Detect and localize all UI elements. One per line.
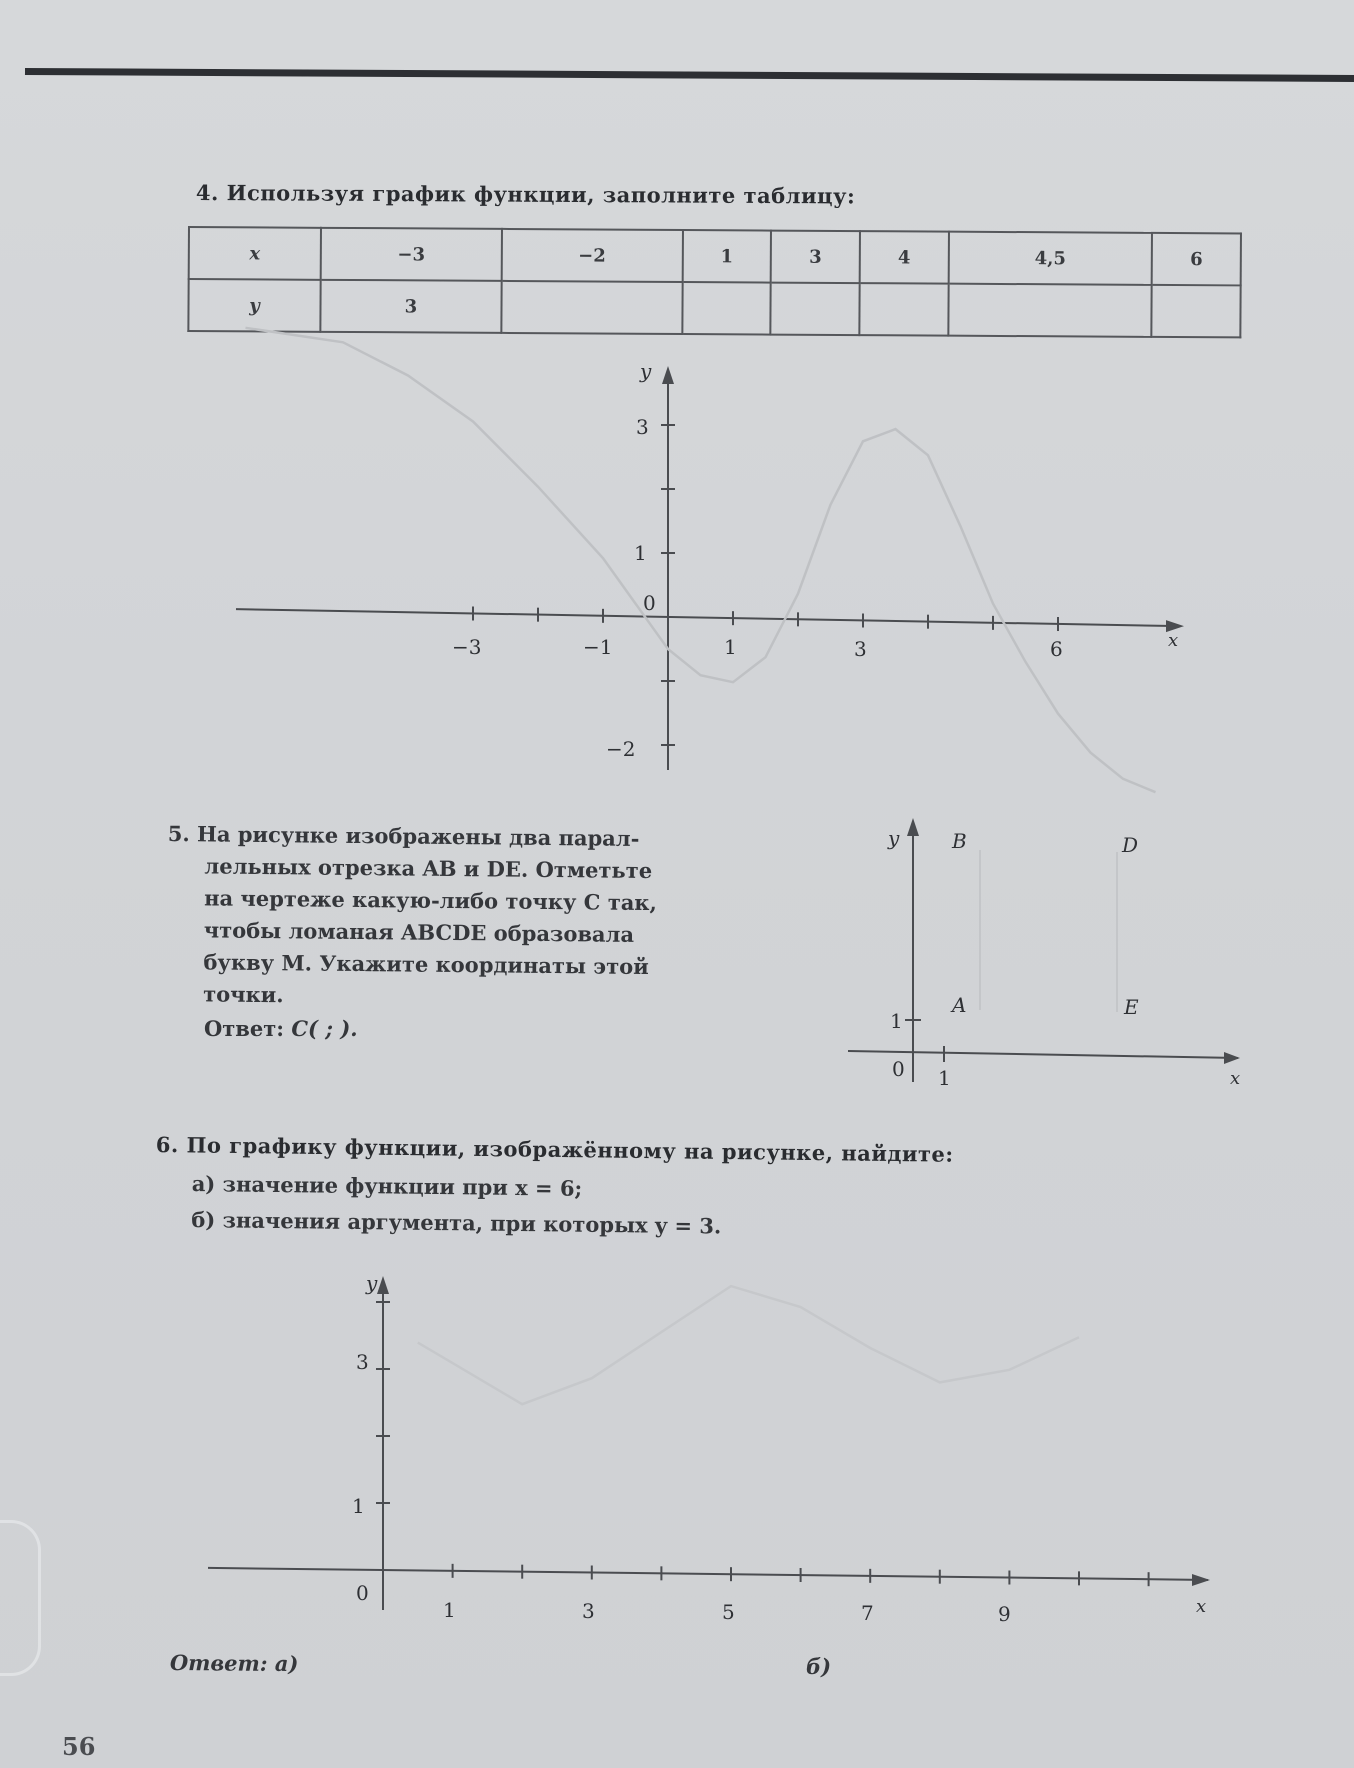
chart2-x-tick-label: 1 (938, 1066, 951, 1090)
page-number: 56 (62, 1732, 96, 1761)
chart2-x-axis-label: x (1230, 1068, 1241, 1089)
task6-answer (170, 1650, 299, 1676)
table-cell-x: 4 (860, 231, 949, 284)
chart3-x-axis-label: x (1196, 1596, 1207, 1617)
point-label-d: D (1122, 833, 1139, 857)
table-cell-x: −3 (321, 228, 502, 281)
task5-text-line: точки. (203, 981, 284, 1008)
chart3-y-arrow (377, 1276, 389, 1294)
task5-answer-field[interactable]: C( ; ). (291, 1016, 358, 1041)
chart3-x-tick-label: 3 (582, 1599, 595, 1623)
chart1-y-axis-label: y (640, 359, 652, 383)
chart1-x-tick-label: 6 (1050, 637, 1063, 661)
chart1-x-tick-label: 3 (854, 637, 867, 661)
chart1-origin-label: 0 (643, 591, 656, 615)
task4-heading: 4. Используя график функции, заполните таблицу: (195, 180, 856, 209)
chart3-y-tick-label: 3 (356, 1350, 369, 1374)
chart2-origin-label: 0 (892, 1057, 905, 1081)
table-header-y: y (188, 279, 320, 332)
task6-answer-b (806, 1654, 831, 1679)
task6-heading: 6. По графику функции, изображённому на рисунке, найдите: (155, 1132, 954, 1167)
task5-text-line: букву M. Укажите координаты этой (203, 949, 649, 980)
task6-answer-label: Ответ: а) (169, 1650, 299, 1677)
chart1-y-tick-label: −2 (606, 737, 636, 761)
chart3-ticks (376, 1302, 1149, 1586)
table-cell-x: 3 (771, 231, 860, 284)
task5-text-line: на чертеже какую-либо точку C так, (204, 885, 658, 916)
task5-text-line: чтобы ломаная ABCDE образовала (203, 917, 635, 947)
chart3-x-arrow (1192, 1574, 1210, 1586)
chart2-y-axis-label: y (888, 826, 900, 850)
chart1-x-tick-label: −1 (583, 635, 613, 659)
chart3-x-tick-label: 1 (443, 1598, 456, 1622)
chart3-y-tick-label: 1 (352, 1494, 365, 1518)
chart3-x-axis (208, 1568, 1208, 1580)
chart1-y-tick-label: 1 (634, 541, 647, 565)
point-label-a: A (952, 993, 967, 1017)
task5-answer-label: Ответ: (204, 1016, 285, 1041)
binder-clip-shape (0, 1520, 41, 1676)
table-header-x: x (189, 227, 321, 280)
chart3-x-tick-label: 5 (722, 1600, 735, 1624)
chart3-x-tick-label: 7 (861, 1601, 874, 1625)
task5-text-line: 5. На рисунке изображены два парал- (167, 820, 640, 851)
task6-item-b: б) значения аргумента, при которых y = 3. (191, 1206, 722, 1239)
table-cell-x: −2 (501, 229, 682, 282)
chart3-y-axis-label: y (366, 1271, 378, 1295)
table-cell-y[interactable]: 3 (320, 280, 501, 333)
chart3-function-curve (418, 1286, 1079, 1404)
chart2-y-tick-label: 1 (890, 1009, 903, 1033)
task6-answer-b-label: б) (806, 1654, 832, 1679)
chart3-x-tick-label: 9 (998, 1602, 1011, 1626)
chart3-axes (208, 1276, 1210, 1610)
chart3-origin-label: 0 (356, 1581, 369, 1605)
table-cell-x: 4,5 (948, 232, 1152, 285)
table-cell-x: 6 (1152, 233, 1241, 286)
chart1-x-tick-label: 1 (724, 635, 737, 659)
chart1-x-tick-label: −3 (452, 635, 482, 659)
chart1-y-tick-label: 3 (636, 415, 649, 439)
task6-item-a: а) значение функции при x = 6; (191, 1170, 583, 1201)
point-label-e: E (1124, 995, 1139, 1019)
task5-text-line: лельных отрезка AB и DE. Отметьте (204, 853, 653, 884)
table-cell-x: 1 (682, 230, 771, 283)
point-label-b: B (952, 829, 967, 853)
chart1-x-axis-label: x (1168, 630, 1179, 651)
